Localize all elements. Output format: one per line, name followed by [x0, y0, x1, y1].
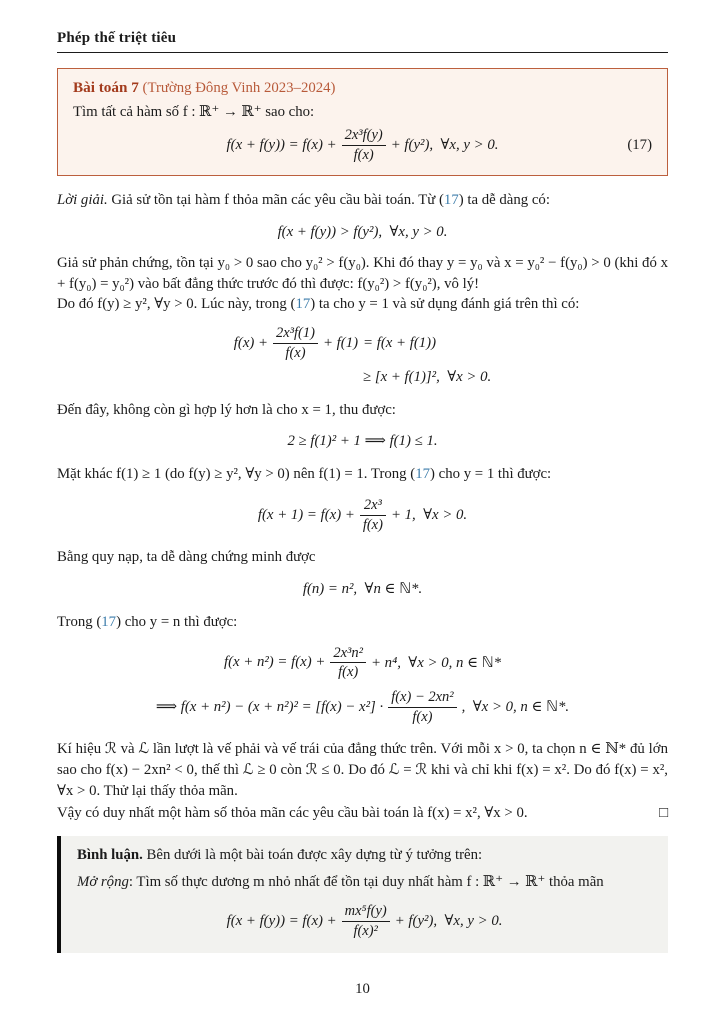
solution-lead: Lời giải.	[57, 192, 108, 209]
fraction-numerator: 2x³n²	[333, 644, 363, 661]
fraction-numerator: mx⁵f(y)	[344, 903, 387, 920]
math-text: f(x + 1) = f(x) +	[257, 506, 355, 523]
equation-fraction	[388, 689, 456, 725]
problem-box	[57, 68, 668, 176]
problem-statement: Tìm tất cả hàm số f : ℝ⁺ → ℝ⁺ sao cho:	[73, 104, 315, 120]
problem-title: Bài toán 7	[73, 79, 139, 96]
equation-fraction	[342, 127, 386, 163]
extension-line	[77, 873, 652, 891]
aligned-rhs: = f(x + f(1))	[363, 334, 436, 351]
math-text: + f(y²), ∀x, y > 0.	[394, 913, 503, 930]
paragraph-text: Kí hiệu ℛ và ℒ lần lượt là vế phải và vế trái của đẳng thức trên. Với mỗi x > 0, ta chọn n ∈ ℕ* đủ lớn sao cho f(x) − 2xn² < 0, thế thì ℒ ≥ 0 còn ℛ ≤ 0. Do đó ℒ = ℛ khi và chỉ khi f(x) = x².	[57, 741, 668, 779]
solution-conclusion	[57, 803, 668, 824]
header-rule	[57, 52, 668, 53]
equation-ref-17[interactable]: 17	[295, 296, 311, 313]
math-text: f(x + n²) = f(x) +	[223, 654, 326, 671]
paragraph-text: ) ta cho y = 1 và sử dụng đánh giá trên thì có:	[310, 296, 580, 313]
math-text: , ∀x > 0, n ∈ ℕ*.	[461, 699, 570, 716]
paragraph-text: ) cho y = n thì được:	[116, 613, 238, 630]
comment-text: Bên dưới là một bài toán được xây dựng từ ý tưởng trên:	[142, 847, 483, 864]
equation-ref-17[interactable]: 17	[443, 192, 459, 209]
equation-tag: (17)	[627, 136, 652, 153]
math-text: ⟹ f(x + n²) − (x + n²)² = [f(x) − x²] ·	[155, 699, 384, 716]
equation-fraction	[330, 645, 366, 681]
equation-rhs: + f(y²), ∀x, y > 0.	[390, 137, 499, 154]
comment-equation	[77, 903, 652, 939]
paragraph-text: ) cho y = 1 thì được:	[430, 466, 552, 483]
paragraph-text: ) ta dễ dàng có:	[458, 192, 550, 209]
aligned-row-2	[234, 362, 491, 386]
display-equation-5: f(n) = n², ∀n ∈ ℕ*.	[302, 580, 423, 597]
solution-paragraph-5: Bằng quy nạp, ta dễ dàng chứng minh được	[57, 549, 316, 566]
fraction-denominator: f(x)	[330, 662, 366, 681]
fraction-denominator: f(x)	[388, 707, 456, 726]
paragraph-text: Trong (	[57, 613, 102, 630]
aligned-rhs: ≥ [x + f(1)]², ∀x > 0.	[363, 368, 492, 385]
display-equation-3: 2 ≥ f(1)² + 1 ⟹ f(1) ≤ 1.	[287, 433, 438, 450]
aligned-lhs	[234, 325, 358, 361]
aligned-lhs	[234, 362, 358, 386]
solution-paragraph-3: Đến đây, không còn gì hợp lý hơn là cho x = 1, thu được:	[57, 401, 396, 418]
comment-heading	[77, 847, 652, 864]
comment-box	[57, 836, 668, 952]
problem-equation	[98, 127, 628, 163]
display-equation-6-line-1	[57, 645, 668, 681]
problem-heading	[73, 79, 652, 97]
paragraph-text: Giả sử phản chứng, tồn tại y₀ > 0 sao cho y₀² > f(y₀). Khi đó thay y = y₀ và x = y₀² − f(y₀) > 0 (khi đó x + f(y₀) = y₀²) vào bất đẳng thức trước đó thì được: f(y₀²) > f(y₀²), vô lý!	[57, 255, 668, 292]
solution-paragraph-6	[57, 612, 668, 633]
solution-paragraph-4	[57, 464, 668, 485]
equation-ref-17[interactable]: 17	[415, 466, 430, 483]
fraction-denominator: f(x)²	[342, 921, 390, 940]
fraction-denominator: f(x)	[360, 515, 386, 534]
equation-fraction	[360, 497, 386, 533]
fraction-denominator: f(x)	[273, 343, 318, 362]
fraction-numerator: 2x³f(y)	[344, 127, 383, 143]
equation-ref-17[interactable]: 17	[101, 613, 117, 630]
aligned-row-1	[234, 325, 491, 361]
fraction-numerator: 2x³f(1)	[276, 325, 315, 342]
fraction-denominator: f(x)	[342, 145, 386, 164]
math-text: + f(1)	[322, 334, 359, 351]
math-text: + 1, ∀x > 0.	[390, 507, 468, 524]
math-text: f(x + f(y)) = f(x) +	[226, 912, 337, 929]
comment-lead: Bình luận.	[77, 847, 143, 864]
math-text: + n⁴, ∀x > 0, n ∈ ℕ*	[370, 654, 501, 671]
display-equation-4	[57, 497, 668, 533]
problem-equation-row	[73, 127, 652, 163]
conclusion-text: Vậy có duy nhất một hàm số thỏa mãn các yêu cầu bài toán là f(x) = x², ∀x > 0.	[57, 805, 528, 822]
paragraph-text: Giả sử tồn tại hàm f thỏa mãn các yêu cầu bài toán. Từ (	[107, 192, 444, 209]
math-text: f(x) +	[233, 334, 268, 351]
solution-paragraph-2	[57, 253, 668, 315]
page-number: 10	[355, 981, 370, 997]
running-header-title: Phép thế triệt tiêu	[57, 30, 177, 46]
solution-paragraph-7	[57, 739, 668, 824]
extension-lead: Mở rộng	[77, 874, 129, 891]
solution-paragraph-1	[57, 190, 668, 211]
problem-source: (Trường Đông Vinh 2023–2024)	[138, 80, 336, 96]
display-equation-2	[234, 325, 491, 385]
fraction-numerator: f(x) − 2xn²	[391, 689, 454, 705]
qed-symbol: □	[659, 805, 668, 822]
paragraph-text: Do đó f(y) ≥ y², ∀y > 0. Lúc này, trong (	[57, 296, 296, 313]
equation-lhs: f(x + f(y)) = f(x) +	[226, 136, 337, 153]
fraction-numerator: 2x³	[363, 496, 382, 513]
display-equation-1: f(x + f(y)) > f(y²), ∀x, y > 0.	[277, 224, 448, 241]
paragraph-text: Do đó f(x) = x², ∀x > 0. Thử lại thấy thỏa mãn.	[57, 762, 669, 799]
paragraph-text: Mặt khác f(1) ≥ 1 (do f(y) ≥ y², ∀y > 0) nên f(1) = 1. Trong (	[57, 466, 416, 483]
display-equation-6-line-2	[57, 689, 668, 725]
equation-fraction	[273, 325, 318, 361]
extension-text: : Tìm số thực dương m nhỏ nhất để tồn tại duy nhất hàm f : ℝ⁺ → ℝ⁺ thỏa mãn	[128, 874, 604, 891]
equation-fraction	[342, 903, 390, 939]
